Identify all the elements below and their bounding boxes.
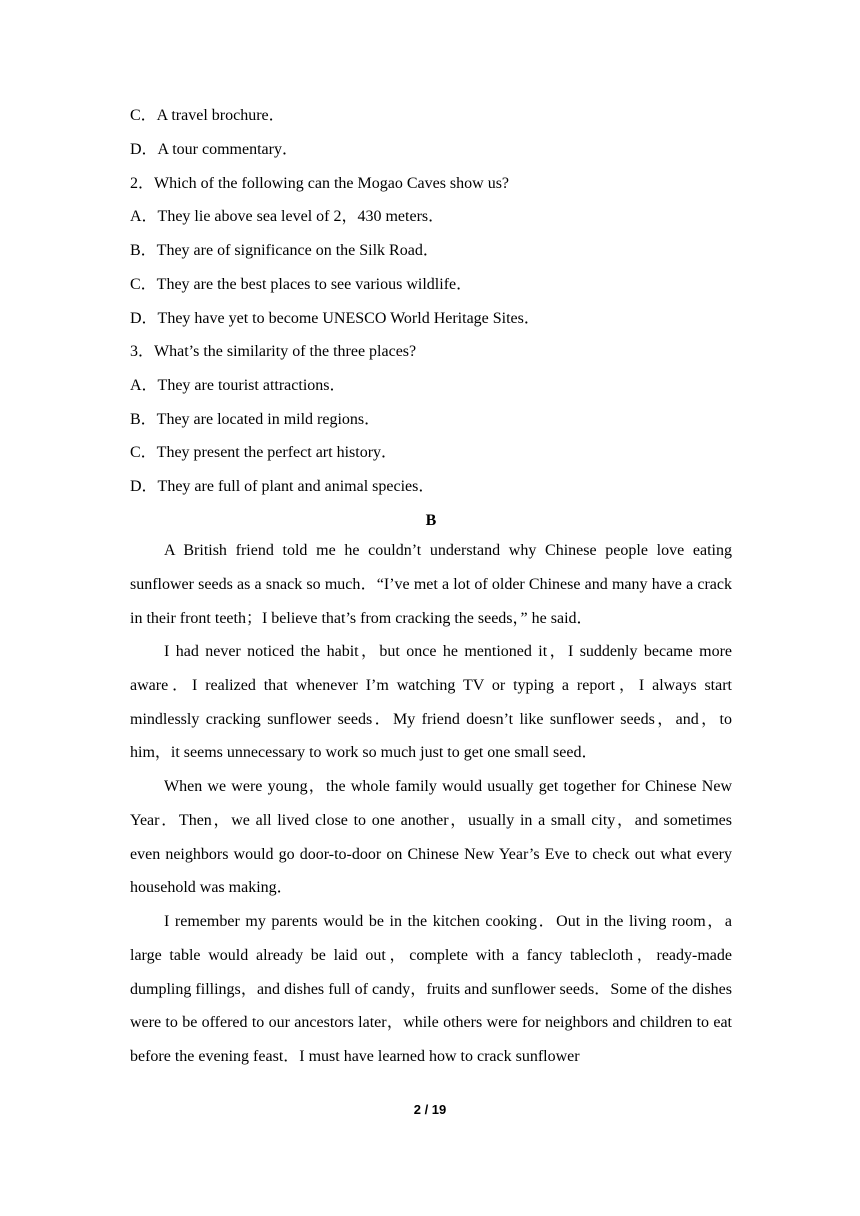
option-b-q3: B．They are located in mild regions．: [130, 411, 381, 428]
option-a-q2: A．They lie above sea level of 2，430 meters．: [130, 208, 445, 225]
option-c-q2: C．They are the best places to see various wildlife．: [130, 276, 473, 293]
page-number: 2 / 19: [413, 1102, 447, 1117]
section-b-heading: B: [425, 512, 437, 529]
question-3-stem: 3．What’s the similarity of the three places?: [130, 343, 417, 360]
question-2-stem: 2．Which of the following can the Mogao Caves show us?: [130, 175, 510, 192]
paragraph-4: I remember my parents would be in the kitchen cooking．Out in the living room，a large table would already be laid out，complete with a fancy tablecloth，ready-made dumpling fillings，and dishes full of candy，fruits and sunflower seeds．Some of the dishes were to be offered to our ancestors later，while others were for neighbors and children to eat before the evening feast．I must have learned how to crack sunflower: [130, 913, 733, 1066]
paragraph-2: I had never noticed the habit，but once he mentioned it，I suddenly became more aware．I realized that whenever I’m watching TV or typing a report，I always start mindlessly cracking sunflower seeds．My friend doesn’t like sunflower seeds，and，to him，it seems unnecessary to work so much just to get one small seed．: [130, 643, 732, 762]
option-c-q1: C．A travel brochure．: [130, 107, 285, 124]
option-d-q3: D．They are full of plant and animal species．: [130, 478, 435, 495]
option-a-q3: A．They are tourist attractions．: [130, 377, 346, 394]
paragraph-1: A British friend told me he couldn’t understand why Chinese people love eating sunflower seeds as a snack so much．“I’ve met a lot of older Chinese and many have a crack in their front teeth；I believe that’s from cracking the seeds，” he said．: [130, 542, 732, 627]
paragraph-3: When we were young，the whole family would usually get together for Chinese New Year．Then，we all lived close to one another，usually in a small city，and sometimes even neighbors would go door-to-door on Chinese New Year’s Eve to check out what every household was making．: [130, 778, 732, 897]
option-d-q1: D．A tour commentary．: [130, 141, 298, 158]
option-b-q2: B．They are of significance on the Silk Road．: [130, 242, 439, 259]
option-c-q3: C．They present the perfect art history．: [130, 444, 398, 461]
option-d-q2: D．They have yet to become UNESCO World Heritage Sites．: [130, 310, 540, 327]
